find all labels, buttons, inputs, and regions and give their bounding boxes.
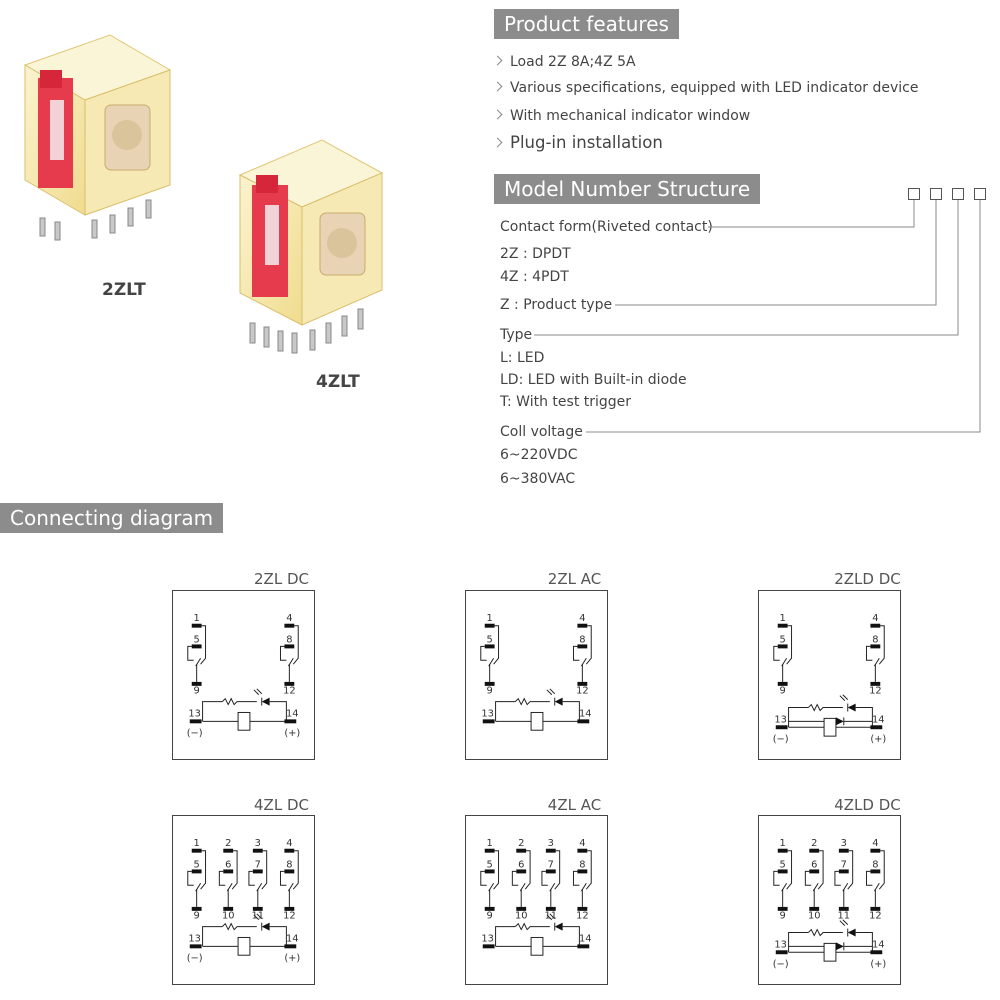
terminal-number: 5 xyxy=(779,859,786,871)
wiring-diagram xyxy=(172,590,315,760)
terminal-number: 1 xyxy=(486,837,493,849)
terminal-number: 1 xyxy=(779,837,786,849)
terminal-number: 14 xyxy=(286,933,299,945)
terminal-number: 5 xyxy=(779,634,786,646)
coil-icon xyxy=(238,937,250,955)
coil-icon xyxy=(238,712,250,730)
terminal-pin xyxy=(577,849,587,853)
terminal-pin xyxy=(870,849,880,853)
polarity-minus: (−) xyxy=(186,953,203,965)
terminal-number: 13 xyxy=(774,714,787,726)
led-icon xyxy=(262,923,270,931)
model-type-ld: LD: LED with Built-in diode xyxy=(500,372,687,388)
terminal-number: 2 xyxy=(811,837,818,849)
terminal-pin xyxy=(516,849,526,853)
terminal-number: 3 xyxy=(547,837,554,849)
terminal-number: 9 xyxy=(486,685,493,697)
terminal-pin xyxy=(776,725,788,729)
terminal-number: 12 xyxy=(576,685,589,697)
coil-icon xyxy=(531,937,543,955)
terminal-number: 8 xyxy=(579,859,586,871)
wiring-diagram xyxy=(758,815,901,985)
polarity-plus: (+) xyxy=(870,734,887,746)
terminal-number: 4 xyxy=(579,612,586,624)
coil-icon xyxy=(824,718,836,736)
terminal-number: 11 xyxy=(837,910,851,922)
terminal-number: 4 xyxy=(579,837,586,849)
terminal-pin xyxy=(577,624,587,628)
terminal-pin xyxy=(483,719,495,723)
feature-item: Plug-in installation xyxy=(494,133,663,152)
terminal-number: 1 xyxy=(193,612,200,624)
feature-item: Various specifications, equipped with LED indicator device xyxy=(494,80,918,96)
terminal-pin xyxy=(577,719,589,723)
polarity-minus: (−) xyxy=(772,734,789,746)
diagram-caption: 4ZLD DC xyxy=(834,796,901,814)
terminal-number: 9 xyxy=(779,910,786,922)
terminal-pin xyxy=(284,719,296,723)
terminal-number: 4 xyxy=(286,612,293,624)
terminal-number: 6 xyxy=(518,859,525,871)
diagram-caption: 2ZL DC xyxy=(254,570,309,588)
coil-icon xyxy=(824,943,836,961)
terminal-number: 3 xyxy=(254,837,261,849)
terminal-number: 5 xyxy=(193,634,200,646)
terminal-number: 14 xyxy=(579,933,592,945)
terminal-number: 12 xyxy=(869,685,882,697)
diagram-caption: 2ZLD DC xyxy=(834,570,901,588)
feature-item: With mechanical indicator window xyxy=(494,108,750,124)
terminal-number: 8 xyxy=(286,634,293,646)
terminal-pin xyxy=(284,849,294,853)
terminal-pin xyxy=(485,624,495,628)
terminal-pin xyxy=(284,944,296,948)
terminal-number: 14 xyxy=(286,708,299,720)
terminal-number: 4 xyxy=(872,837,879,849)
terminal-pin xyxy=(776,950,788,954)
terminal-pin xyxy=(809,849,819,853)
terminal-number: 10 xyxy=(807,910,821,922)
diagram-caption: 4ZL DC xyxy=(254,796,309,814)
terminal-number: 1 xyxy=(779,612,786,624)
terminal-number: 7 xyxy=(254,859,261,871)
wiring-diagram xyxy=(172,815,315,985)
terminal-number: 9 xyxy=(486,910,493,922)
terminal-pin xyxy=(870,725,882,729)
terminal-number: 12 xyxy=(576,910,589,922)
terminal-number: 6 xyxy=(225,859,232,871)
terminal-number: 13 xyxy=(481,708,494,720)
terminal-number: 3 xyxy=(840,837,847,849)
terminal-pin xyxy=(284,624,294,628)
wiring-diagram xyxy=(465,590,608,760)
polarity-minus: (−) xyxy=(186,728,203,740)
model-type-test: T: With test trigger xyxy=(500,394,632,410)
terminal-number: 5 xyxy=(486,859,493,871)
terminal-number: 2 xyxy=(225,837,232,849)
terminal-number: 8 xyxy=(579,634,586,646)
terminal-number: 4 xyxy=(872,612,879,624)
terminal-number: 12 xyxy=(283,685,296,697)
terminal-number: 10 xyxy=(514,910,528,922)
model-structure-heading: Model Number Structure xyxy=(494,174,760,204)
terminal-number: 13 xyxy=(774,939,787,951)
terminal-number: 12 xyxy=(869,910,882,922)
coil-icon xyxy=(531,712,543,730)
terminal-number: 5 xyxy=(486,634,493,646)
model-type-led: L: LED xyxy=(500,350,545,366)
terminal-number: 8 xyxy=(286,859,293,871)
product-label-2zlt: 2ZLT xyxy=(102,280,146,300)
terminal-pin xyxy=(778,624,788,628)
model-4pdt: 4Z : 4PDT xyxy=(500,269,569,285)
terminal-number: 6 xyxy=(811,859,818,871)
terminal-number: 8 xyxy=(872,634,879,646)
terminal-pin xyxy=(839,849,849,853)
terminal-pin xyxy=(190,944,202,948)
terminal-number: 9 xyxy=(779,685,786,697)
terminal-number: 5 xyxy=(193,859,200,871)
terminal-number: 7 xyxy=(840,859,847,871)
polarity-plus: (+) xyxy=(284,953,301,965)
wiring-diagram xyxy=(465,815,608,985)
terminal-number: 4 xyxy=(286,837,293,849)
diode-icon xyxy=(836,942,844,950)
model-product-type: Z : Product type xyxy=(500,297,613,313)
terminal-pin xyxy=(192,849,202,853)
terminal-number: 14 xyxy=(872,714,885,726)
terminal-number: 9 xyxy=(193,910,200,922)
terminal-number: 13 xyxy=(481,933,494,945)
diode-icon xyxy=(836,717,844,725)
product-label-4zlt: 4ZLT xyxy=(316,372,360,392)
terminal-number: 11 xyxy=(251,910,265,922)
terminal-pin xyxy=(870,950,882,954)
terminal-number: 11 xyxy=(544,910,558,922)
led-icon xyxy=(555,923,563,931)
terminal-number: 9 xyxy=(193,685,200,697)
feature-item: Load 2Z 8A;4Z 5A xyxy=(494,54,636,70)
polarity-minus: (−) xyxy=(772,959,789,971)
polarity-plus: (+) xyxy=(284,728,301,740)
diagram-caption: 2ZL AC xyxy=(547,570,602,588)
terminal-number: 13 xyxy=(188,933,201,945)
wiring-diagram xyxy=(758,590,901,760)
model-type: Type xyxy=(500,327,533,343)
terminal-pin xyxy=(223,849,233,853)
terminal-number: 14 xyxy=(872,939,885,951)
model-dpdt: 2Z : DPDT xyxy=(500,246,571,262)
terminal-pin xyxy=(192,624,202,628)
terminal-pin xyxy=(546,849,556,853)
model-contact-form: Contact form(Riveted contact) xyxy=(500,219,713,235)
terminal-pin xyxy=(485,849,495,853)
terminal-number: 7 xyxy=(547,859,554,871)
terminal-number: 8 xyxy=(872,859,879,871)
model-vdc: 6~220VDC xyxy=(500,447,578,463)
polarity-plus: (+) xyxy=(870,959,887,971)
terminal-pin xyxy=(253,849,263,853)
led-icon xyxy=(555,698,563,706)
terminal-pin xyxy=(870,624,880,628)
connecting-diagram-heading: Connecting diagram xyxy=(0,503,223,533)
terminal-pin xyxy=(483,944,495,948)
led-icon xyxy=(262,698,270,706)
terminal-number: 1 xyxy=(193,837,200,849)
terminal-pin xyxy=(577,944,589,948)
led-icon xyxy=(848,704,856,712)
terminal-number: 2 xyxy=(518,837,525,849)
diagram-caption: 4ZL AC xyxy=(547,796,602,814)
terminal-number: 1 xyxy=(486,612,493,624)
led-icon xyxy=(848,929,856,937)
terminal-number: 14 xyxy=(579,708,592,720)
terminal-number: 10 xyxy=(221,910,235,922)
terminal-number: 12 xyxy=(283,910,296,922)
model-coil-voltage: Coll voltage xyxy=(500,424,583,440)
terminal-pin xyxy=(190,719,202,723)
model-vac: 6~380VAC xyxy=(500,471,576,487)
terminal-number: 13 xyxy=(188,708,201,720)
product-features-heading: Product features xyxy=(494,9,679,39)
terminal-pin xyxy=(778,849,788,853)
